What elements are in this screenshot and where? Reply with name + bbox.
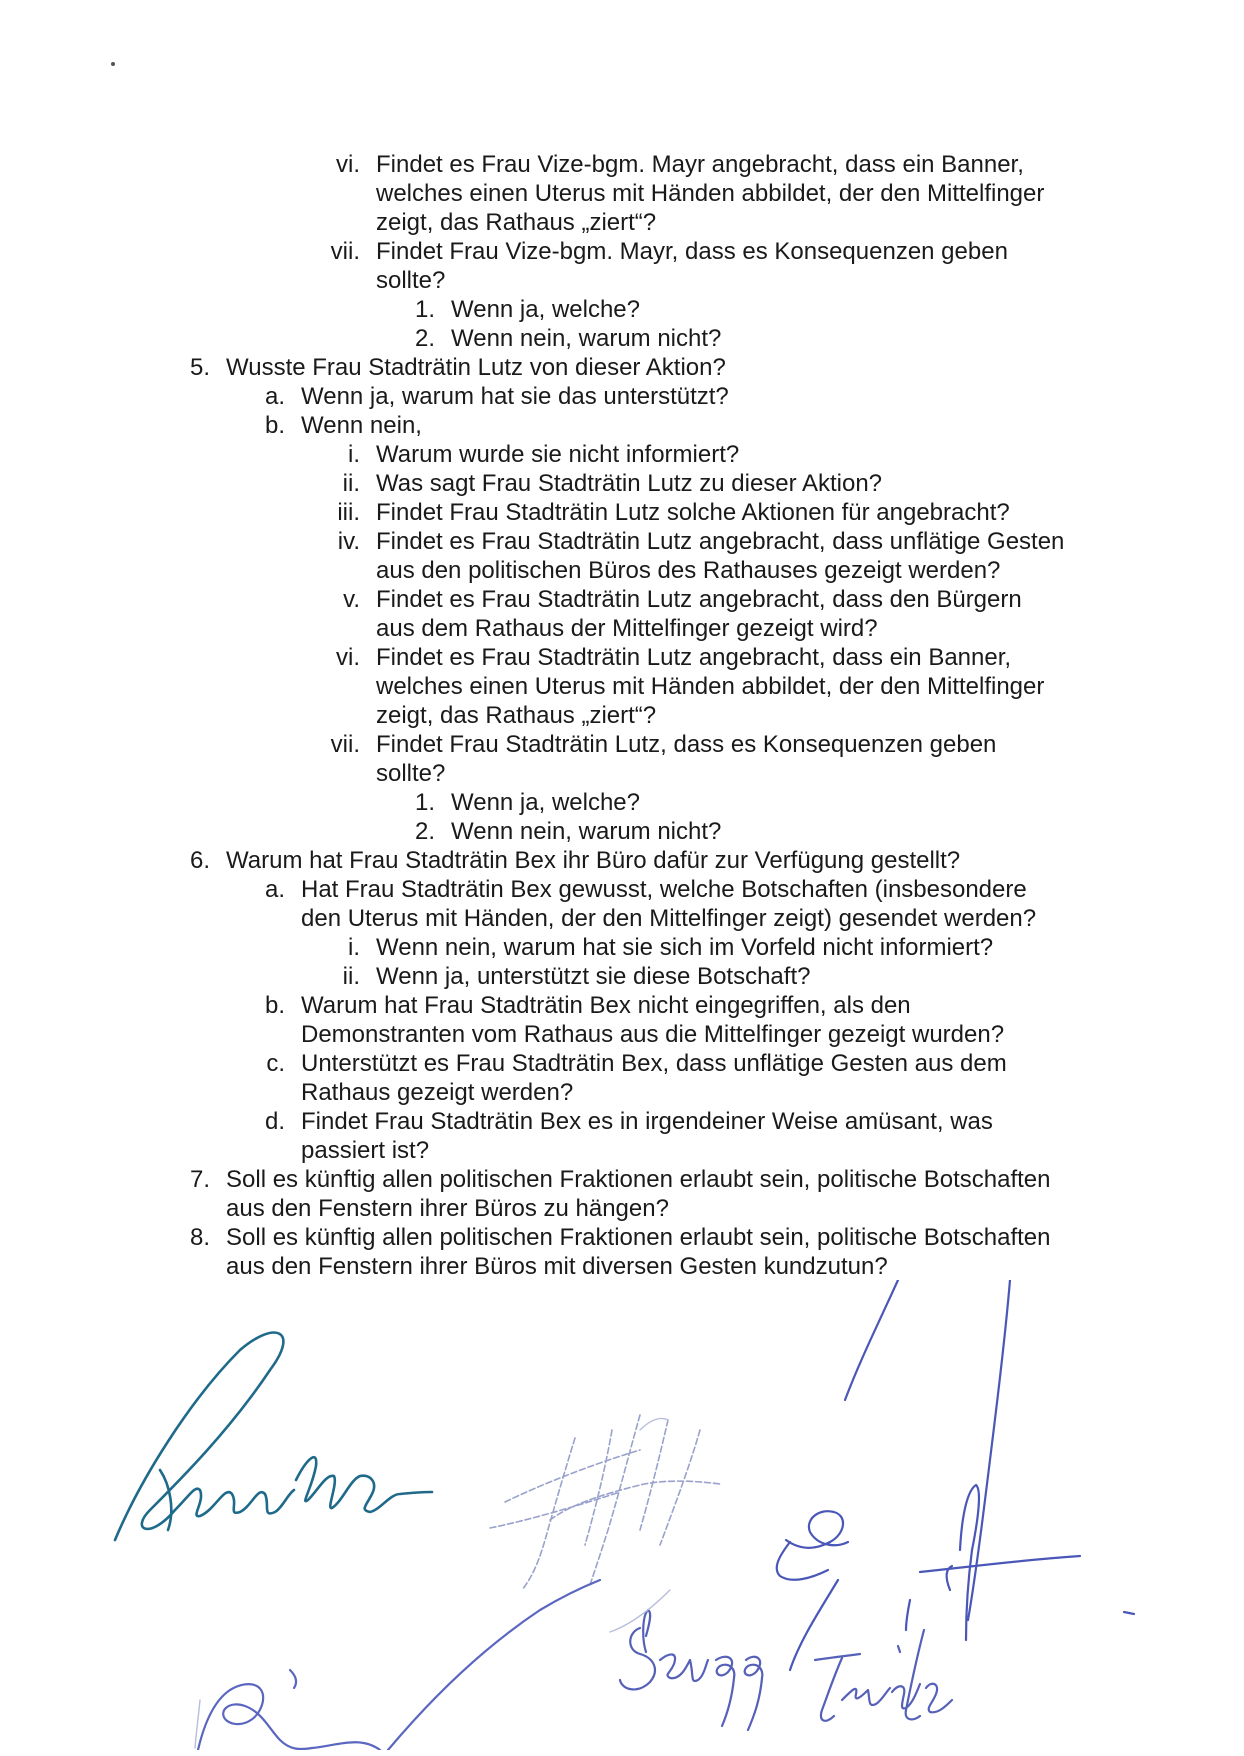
list-item-text: Wenn ja, unterstützt sie diese Botschaft? [376, 963, 811, 990]
list-item-text: welches einen Uterus mit Händen abbildet, der den Mittelfinger [376, 180, 1045, 207]
list-item-text: zeigt, das Rathaus „ziert“? [376, 702, 657, 729]
list-item-text: Warum wurde sie nicht informiert? [376, 441, 740, 468]
list-item-continuation [0, 1136, 1244, 1165]
list-item-text: Findet es Frau Stadträtin Lutz angebracht, dass ein Banner, [376, 644, 1012, 671]
list-item-text: Findet Frau Vize-bgm. Mayr, dass es Konsequenzen geben [376, 238, 1008, 265]
signatures-graphic [0, 1280, 1244, 1750]
list-item-number: a. [264, 876, 285, 903]
list-item [0, 585, 1244, 614]
list-item-number: 5. [189, 354, 210, 381]
list-item-text: Warum hat Frau Stadträtin Bex nicht eingegriffen, als den [301, 992, 911, 1019]
list-item-text: Findet es Frau Stadträtin Lutz angebracht, dass unflätige Gesten [376, 528, 1065, 555]
list-item-number: i. [348, 441, 360, 468]
list-item [0, 643, 1244, 672]
list-item-number: i. [348, 934, 360, 961]
list-item [0, 730, 1244, 759]
list-item-number: iii. [337, 499, 360, 526]
list-item-text: aus den Fenstern ihrer Büros mit diversen Gesten kundzutun? [226, 1253, 888, 1280]
list-item-number: 2. [414, 818, 435, 845]
list-item [0, 1107, 1244, 1136]
list-item-text: aus den Fenstern ihrer Büros zu hängen? [226, 1195, 669, 1222]
list-item [0, 933, 1244, 962]
list-item-text: Was sagt Frau Stadträtin Lutz zu dieser Aktion? [376, 470, 883, 497]
list-item-continuation [0, 179, 1244, 208]
list-item-continuation [0, 614, 1244, 643]
signature-1 [115, 1333, 432, 1540]
list-item-text: Wenn ja, welche? [451, 296, 640, 323]
list-item [0, 1049, 1244, 1078]
list-item-text: Wenn nein, warum hat sie sich im Vorfeld nicht informiert? [376, 934, 994, 961]
list-item-text: Findet Frau Stadträtin Bex es in irgendeiner Weise amüsant, was [301, 1108, 993, 1135]
list-item [0, 817, 1244, 846]
list-item [0, 295, 1244, 324]
list-item-text: Wenn ja, warum hat sie das unterstützt? [301, 383, 729, 410]
signature-faint-strokes [195, 1418, 670, 1748]
scan-speck [111, 62, 115, 66]
list-item-text: Soll es künftig allen politischen Fraktionen erlaubt sein, politische Botschaften [226, 1224, 1051, 1251]
list-item-continuation [0, 904, 1244, 933]
list-item-text: Findet Frau Stadträtin Lutz, dass es Konsequenzen geben [376, 731, 997, 758]
list-item-text: aus dem Rathaus der Mittelfinger gezeigt wird? [376, 615, 878, 642]
list-item-text: Wusste Frau Stadträtin Lutz von dieser Aktion? [226, 354, 726, 381]
list-item-text: Hat Frau Stadträtin Bex gewusst, welche Botschaften (insbesondere [301, 876, 1027, 903]
list-item [0, 353, 1244, 382]
list-item-text: Wenn nein, [301, 412, 422, 439]
list-item-number: 1. [414, 789, 435, 816]
list-item-number: vii. [330, 238, 360, 265]
list-item-continuation [0, 1078, 1244, 1107]
signature-4 [198, 1580, 600, 1750]
list-item-continuation [0, 1194, 1244, 1223]
signature-5 [777, 1280, 1134, 1670]
list-item-continuation [0, 556, 1244, 585]
list-item [0, 1223, 1244, 1252]
list-item-text: Wenn nein, warum nicht? [451, 325, 722, 352]
signature-area [0, 1280, 1244, 1750]
list-item-text: zeigt, das Rathaus „ziert“? [376, 209, 657, 236]
list-item-text: passiert ist? [301, 1137, 430, 1164]
list-item [0, 498, 1244, 527]
list-item-number: 6. [189, 847, 210, 874]
list-item [0, 440, 1244, 469]
list-item-number: ii. [342, 963, 360, 990]
list-item-continuation [0, 759, 1244, 788]
list-item-number: 1. [414, 296, 435, 323]
list-item-continuation [0, 701, 1244, 730]
list-item-number: a. [264, 383, 285, 410]
list-item [0, 527, 1244, 556]
list-item-text: Rathaus gezeigt werden? [301, 1079, 574, 1106]
list-item-number: b. [264, 992, 285, 1019]
list-item-text: Soll es künftig allen politischen Fraktionen erlaubt sein, politische Botschaften [226, 1166, 1051, 1193]
list-item-text: Wenn nein, warum nicht? [451, 818, 722, 845]
list-item-continuation [0, 208, 1244, 237]
list-item [0, 991, 1244, 1020]
question-list [0, 150, 1244, 1281]
list-item-number: ii. [342, 470, 360, 497]
list-item [0, 382, 1244, 411]
list-item-text: aus den politischen Büros des Rathauses gezeigt werden? [376, 557, 1001, 584]
list-item-continuation [0, 1020, 1244, 1049]
list-item [0, 150, 1244, 179]
list-item [0, 411, 1244, 440]
list-item-text: sollte? [376, 267, 446, 294]
list-item-text: den Uterus mit Händen, der den Mittelfinger zeigt) gesendet werden? [301, 905, 1037, 932]
list-item-number: b. [264, 412, 285, 439]
list-item [0, 788, 1244, 817]
list-item-text: Demonstranten vom Rathaus aus die Mittelfinger gezeigt wurden? [301, 1021, 1005, 1048]
list-item-number: 2. [414, 325, 435, 352]
list-item-number: iv. [337, 528, 360, 555]
list-item-text: Wenn ja, welche? [451, 789, 640, 816]
list-item-text: Unterstützt es Frau Stadträtin Bex, dass unflätige Gesten aus dem [301, 1050, 1007, 1077]
list-item-number: vi. [336, 151, 360, 178]
list-item [0, 875, 1244, 904]
list-item-number: c. [266, 1050, 285, 1077]
list-item-number: d. [264, 1108, 285, 1135]
list-item-number: vi. [336, 644, 360, 671]
list-item-continuation [0, 1252, 1244, 1281]
list-item-text: Warum hat Frau Stadträtin Bex ihr Büro dafür zur Verfügung gestellt? [226, 847, 961, 874]
list-item [0, 962, 1244, 991]
list-item-continuation [0, 266, 1244, 295]
list-item-text: Findet es Frau Stadträtin Lutz angebracht, dass den Bürgern [376, 586, 1022, 613]
list-item-number: vii. [330, 731, 360, 758]
list-item [0, 1165, 1244, 1194]
list-item-text: Findet es Frau Vize-bgm. Mayr angebracht, dass ein Banner, [376, 151, 1024, 178]
list-item-text: Findet Frau Stadträtin Lutz solche Aktionen für angebracht? [376, 499, 1010, 526]
list-item-text: welches einen Uterus mit Händen abbildet, der den Mittelfinger [376, 673, 1045, 700]
signature-3 [620, 1610, 762, 1730]
list-item [0, 469, 1244, 498]
list-item-number: 7. [189, 1166, 210, 1193]
list-item [0, 846, 1244, 875]
list-item-continuation [0, 672, 1244, 701]
list-item-number: v. [343, 586, 360, 613]
list-item-number: 8. [189, 1224, 210, 1251]
list-item [0, 237, 1244, 266]
signature-2 [490, 1415, 720, 1590]
signature-6 [815, 1630, 952, 1721]
list-item-text: sollte? [376, 760, 446, 787]
list-item [0, 324, 1244, 353]
